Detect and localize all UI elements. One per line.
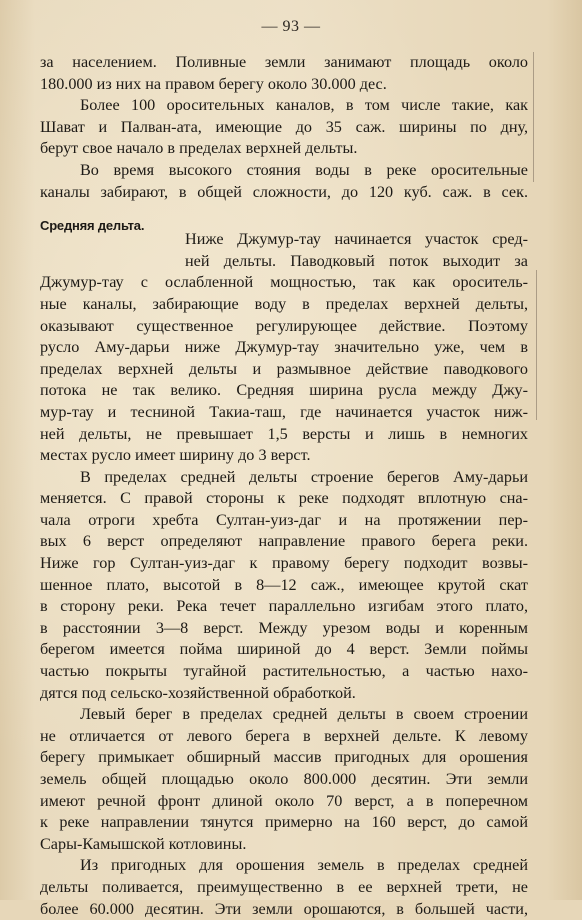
text-line: земель общей площадью около 800.000 десятин. Эти земли — [40, 770, 528, 788]
text-line: Более 100 оросительных каналов, в том числе такие, как — [80, 96, 528, 115]
text-line: имеют речной фронт длиной около 70 верст, а в поперечном — [40, 791, 528, 810]
text-line: 180.000 из них на правом берегу около 30.000 дес. — [40, 74, 387, 93]
text-line: берут свое начало в пределах верхней дельты. — [40, 139, 358, 158]
text-line: Из пригодных для орошения земель в пределах средней — [80, 856, 528, 875]
text-line: потока не так велико. Средняя ширина русла между Джу- — [40, 381, 528, 400]
text-line: ней дельты. Паводковый поток выходит за — [185, 251, 528, 270]
text-line: Во время высокого стояния воды в реке оросительные — [80, 160, 528, 179]
text-line: частью покрыты тугайной растительностью, а частью нахо- — [40, 662, 528, 681]
side-heading: Средняя дельта. — [40, 218, 145, 233]
text-line: Левый берег в пределах средней дельты в своем строении — [80, 705, 528, 724]
text-line: мур-тау и тесниной Такиа-таш, где начинается участок ниж- — [40, 402, 528, 421]
text-line: В пределах средней дельты строение берегов Аму-дарьи — [80, 467, 528, 486]
text-line: Ниже гор Султан-уиз-даг к правому берегу подходит возвы- — [40, 554, 528, 573]
text-line: берегу примыкает обширный массив пригодных для орошения — [40, 748, 528, 767]
text-line: более 60.000 десятин. Эти земли орошаются, в большей части, — [40, 899, 528, 918]
text-line: берегом имеется пойма шириной до 4 верст. Земли поймы — [40, 640, 528, 659]
text-line: чала отроги хребта Султан-уиз-даг и на протяжении пер- — [40, 510, 528, 529]
text-line: к реке направлении тянутся примерно на 160 верст, до самой — [40, 813, 528, 832]
text-line: Шават и Палван-ата, имеющие до 35 саж. ширины по дну, — [40, 117, 528, 136]
text-line: не отличается от левого берега в верхней дельте. К левому — [40, 726, 528, 745]
text-line: ные каналы, забирающие воду в пределах верхней дельты, — [40, 294, 528, 313]
paragraph-gap — [40, 203, 528, 229]
page-number: — 93 — — [261, 18, 321, 35]
text-line: дятся под сельско-хозяйственной обработкой. — [40, 683, 356, 702]
text-line: пределах верхней дельты и размывное действие паводкового — [40, 359, 528, 378]
text-line: оказывают существенное регулирующее действие. Поэтому — [40, 316, 528, 335]
text-line: за населением. Поливные земли занимают площадь около — [40, 53, 528, 71]
text-line: дельты поливается, преимущественно в ее верхней трети, не — [40, 877, 528, 896]
margin-line — [533, 52, 534, 182]
body-text — [40, 52, 528, 920]
text-line: вых 6 верст определяют направление правого берега реки. — [40, 532, 528, 551]
text-line: русло Аму-дарьи ниже Джумур-тау значительно уже, чем в — [40, 338, 528, 357]
text-line: меняется. С правой стороны к реке подходят вплотную сна- — [40, 489, 528, 508]
text-line: Ниже Джумур-тау начинается участок сред- — [185, 230, 528, 249]
text-line: в сторону реки. Река течет параллельно изгибам этого плато, — [40, 597, 528, 616]
text-line: каналы забирают, в общей сложности, до 120 куб. саж. в сек. — [40, 182, 528, 201]
text-line: местах русло имеет ширину до 3 верст. — [40, 446, 311, 465]
text-line: в расстоянии 3—8 верст. Между урезом воды и коренным — [40, 618, 528, 637]
text-line: ней дельты, не превышает 1,5 версты и лишь в немногих — [40, 424, 528, 443]
text-line: Джумур-тау с ослабленной мощностью, так как ороситель- — [40, 273, 528, 292]
text-line: шенное плато, высотой в 8—12 саж., имеющее крутой скат — [40, 575, 528, 594]
margin-line — [536, 270, 537, 420]
text-line: Сары-Камышской котловины. — [40, 834, 247, 853]
